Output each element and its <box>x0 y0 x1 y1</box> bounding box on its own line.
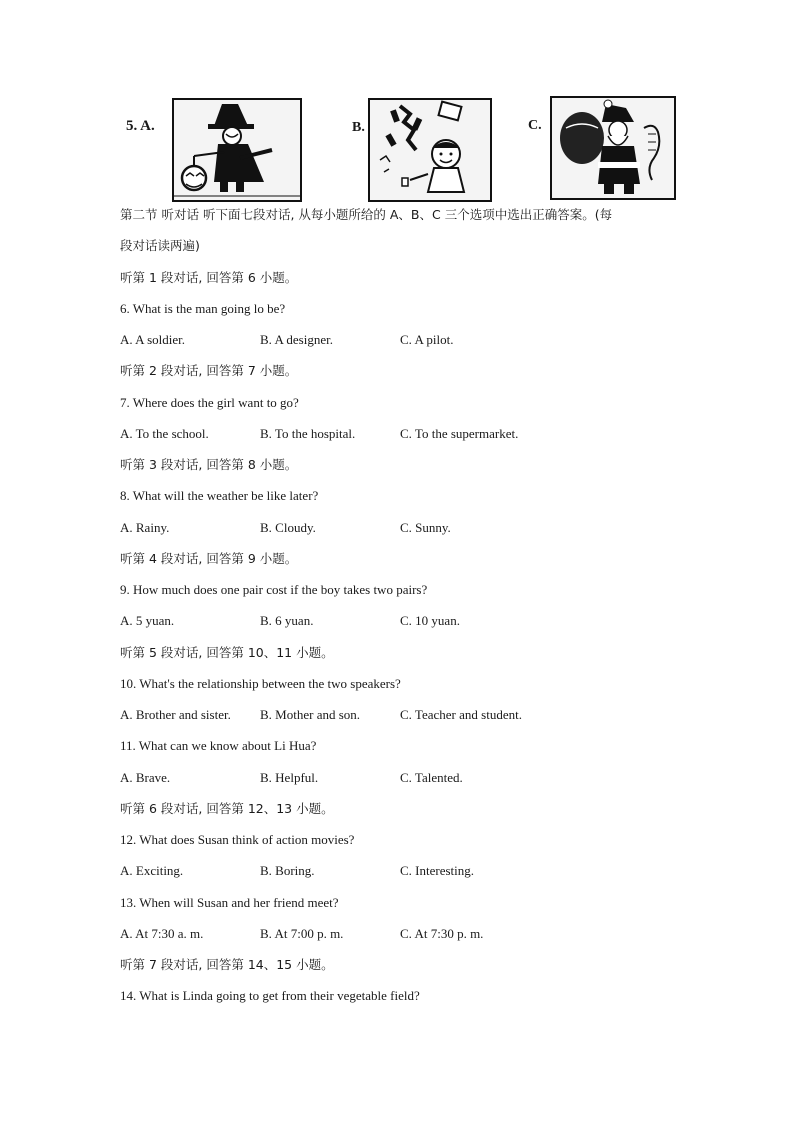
q12-option-b[interactable]: B. Boring. <box>260 863 315 878</box>
q9-option-c[interactable]: C. 10 yuan. <box>400 613 460 628</box>
q8-option-a[interactable]: A. Rainy. <box>120 520 170 535</box>
q6-option-c[interactable]: C. A pilot. <box>400 332 454 347</box>
q7-option-a[interactable]: A. To the school. <box>120 426 209 441</box>
q8-option-b[interactable]: B. Cloudy. <box>260 520 316 535</box>
q10-option-c[interactable]: C. Teacher and student. <box>400 707 522 722</box>
question-13-text: 13. When will Susan and her friend meet? <box>120 895 339 910</box>
q5-picture-c[interactable] <box>550 96 676 200</box>
dialogue-5-header: 听第 5 段对话, 回答第 10、11 小题。 <box>120 645 334 660</box>
witch-illustration <box>174 100 300 200</box>
question-12-text: 12. What does Susan think of action movies? <box>120 832 355 847</box>
q5-picture-row <box>126 94 686 204</box>
question-10-text: 10. What's the relationship between the two speakers? <box>120 676 401 691</box>
q7-option-b[interactable]: B. To the hospital. <box>260 426 356 441</box>
q11-option-b[interactable]: B. Helpful. <box>260 770 319 785</box>
q6-option-a[interactable]: A. A soldier. <box>120 332 186 347</box>
q13-option-c[interactable]: C. At 7:30 p. m. <box>400 926 484 941</box>
q12-option-c[interactable]: C. Interesting. <box>400 863 475 878</box>
question-9-text: 9. How much does one pair cost if the boy takes two pairs? <box>120 582 428 597</box>
q5-option-b-label: B. <box>352 120 365 135</box>
section-instruction-line2: 段对话读两遍) <box>120 238 200 253</box>
question-8-text: 8. What will the weather be like later? <box>120 488 319 503</box>
q9-option-a[interactable]: A. 5 yuan. <box>120 613 175 628</box>
q11-option-a[interactable]: A. Brave. <box>120 770 171 785</box>
q9-option-b[interactable]: B. 6 yuan. <box>260 613 314 628</box>
dialogue-2-header: 听第 2 段对话, 回答第 7 小题。 <box>120 363 298 378</box>
question-6-text: 6. What is the man going lo be? <box>120 301 286 316</box>
section-instruction-line1: 第二节 听对话 听下面七段对话, 从每小题所给的 A、B、C 三个选项中选出正确答案。(每 <box>120 207 613 222</box>
q10-option-b[interactable]: B. Mother and son. <box>260 707 361 722</box>
q10-option-a[interactable]: A. Brother and sister. <box>120 707 231 722</box>
dialogue-4-header: 听第 4 段对话, 回答第 9 小题。 <box>120 551 298 566</box>
question-14-text: 14. What is Linda going to get from their vegetable field? <box>120 988 420 1003</box>
q12-option-a[interactable]: A. Exciting. <box>120 863 184 878</box>
q5-option-c-label: C. <box>528 118 542 133</box>
q11-option-c[interactable]: C. Talented. <box>400 770 463 785</box>
q8-option-c[interactable]: C. Sunny. <box>400 520 451 535</box>
question-11-text: 11. What can we know about Li Hua? <box>120 738 317 753</box>
question-7-text: 7. Where does the girl want to go? <box>120 395 299 410</box>
q5-picture-b[interactable] <box>368 98 492 202</box>
firecracker-boy-illustration <box>370 100 490 200</box>
q13-option-a[interactable]: A. At 7:30 a. m. <box>120 926 204 941</box>
dialogue-6-header: 听第 6 段对话, 回答第 12、13 小题。 <box>120 801 334 816</box>
q5-label: 5. A. <box>126 118 155 134</box>
dialogue-1-header: 听第 1 段对话, 回答第 6 小题。 <box>120 270 298 285</box>
q13-option-b[interactable]: B. At 7:00 p. m. <box>260 926 344 941</box>
q5-picture-a[interactable] <box>172 98 302 202</box>
dialogue-7-header: 听第 7 段对话, 回答第 14、15 小题。 <box>120 957 334 972</box>
q6-option-b[interactable]: B. A designer. <box>260 332 333 347</box>
santa-claus-illustration <box>552 98 674 198</box>
dialogue-3-header: 听第 3 段对话, 回答第 8 小题。 <box>120 457 298 472</box>
q7-option-c[interactable]: C. To the supermarket. <box>400 426 519 441</box>
